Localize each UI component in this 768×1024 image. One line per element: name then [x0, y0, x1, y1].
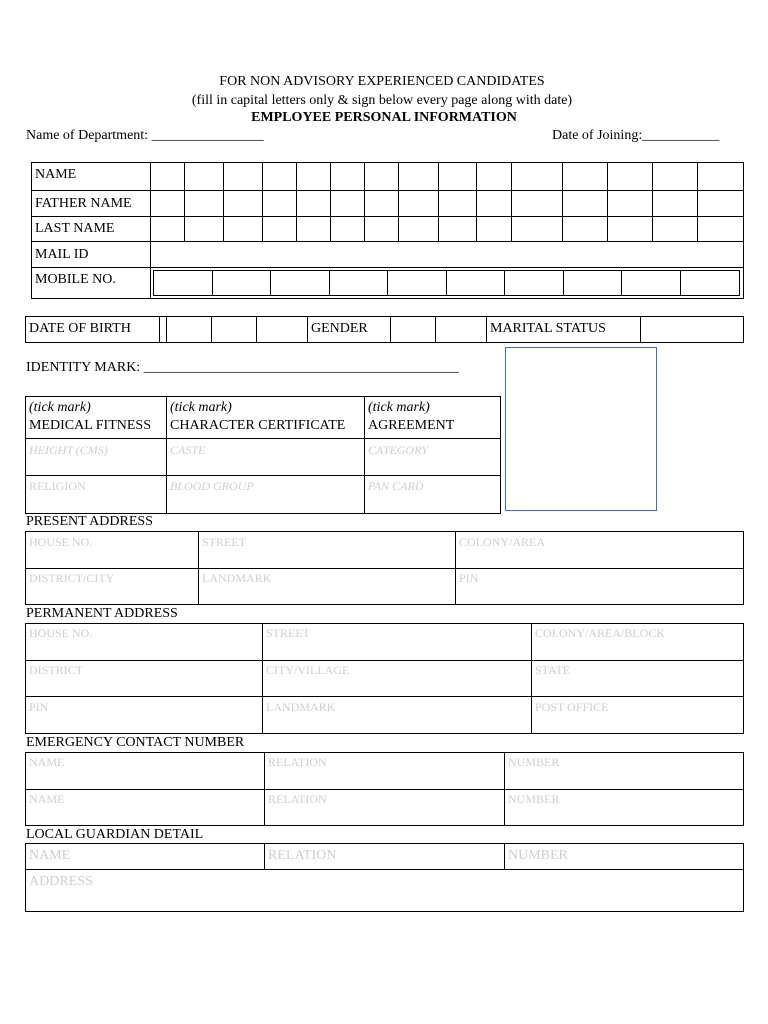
religion-field[interactable]: RELIGION	[29, 479, 86, 493]
present-address-heading: PRESENT ADDRESS	[26, 514, 153, 529]
guardian-name-field[interactable]: NAME	[29, 848, 71, 863]
guardian-number-field[interactable]: NUMBER	[508, 848, 568, 863]
emergency-relation-field-2[interactable]: RELATION	[268, 792, 327, 806]
emergency-name-field-2[interactable]: NAME	[29, 792, 65, 806]
present-house-field[interactable]: HOUSE NO.	[29, 535, 93, 549]
local-guardian-table	[25, 843, 744, 912]
emergency-number-field-1[interactable]: NUMBER	[508, 755, 560, 769]
blood-group-field[interactable]: BLOOD GROUP	[170, 479, 254, 493]
emergency-number-field-2[interactable]: NUMBER	[508, 792, 560, 806]
caste-field[interactable]: CASTE	[170, 443, 206, 457]
present-district-field[interactable]: DISTRICT/CITY	[29, 571, 115, 585]
category-field[interactable]: CATEGORY	[368, 443, 429, 457]
permanent-state-field[interactable]: STATE	[535, 663, 571, 677]
mail-id-label: MAIL ID	[35, 247, 89, 262]
identity-mark-field[interactable]: IDENTITY MARK: _____________________________________________	[26, 360, 459, 375]
mobile-label: MOBILE NO.	[35, 272, 116, 287]
photo-box[interactable]	[505, 347, 657, 511]
medical-fitness-label: MEDICAL FITNESS	[29, 418, 151, 433]
guardian-address-field[interactable]: ADDRESS	[29, 874, 93, 889]
joining-date-field[interactable]: Date of Joining:___________	[552, 128, 720, 143]
permanent-address-heading: PERMANENT ADDRESS	[26, 606, 178, 621]
dob-label: DATE OF BIRTH	[29, 321, 131, 336]
tick-mark-1: (tick mark)	[29, 400, 91, 415]
department-field[interactable]: Name of Department: ________________	[26, 128, 264, 143]
header-line1: FOR NON ADVISORY EXPERIENCED CANDIDATES	[219, 74, 545, 89]
present-colony-field[interactable]: COLONY/AREA	[459, 535, 545, 549]
emergency-name-field-1[interactable]: NAME	[29, 755, 65, 769]
present-pin-field[interactable]: PIN	[459, 571, 479, 585]
marital-status-label: MARITAL STATUS	[490, 321, 606, 336]
permanent-colony-field[interactable]: COLONY/AREA/BLOCK	[535, 626, 666, 640]
dob-row	[25, 316, 744, 343]
last-name-label: LAST NAME	[35, 221, 115, 236]
emergency-contact-heading: EMERGENCY CONTACT NUMBER	[26, 735, 245, 750]
name-label: NAME	[35, 167, 77, 182]
page-title: EMPLOYEE PERSONAL INFORMATION	[251, 110, 517, 125]
height-field[interactable]: HEIGHT (CMS)	[29, 443, 108, 457]
permanent-post-office-field[interactable]: POST OFFICE	[535, 700, 609, 714]
present-landmark-field[interactable]: LANDMARK	[202, 571, 272, 585]
permanent-pin-field[interactable]: PIN	[29, 700, 49, 714]
local-guardian-heading: LOCAL GUARDIAN DETAIL	[26, 827, 204, 842]
header-line2: (fill in capital letters only & sign below every page along with date)	[191, 93, 573, 108]
permanent-landmark-field[interactable]: LANDMARK	[266, 700, 336, 714]
tick-mark-2: (tick mark)	[170, 400, 232, 415]
permanent-district-field[interactable]: DISTRICT	[29, 663, 83, 677]
guardian-relation-field[interactable]: RELATION	[268, 848, 337, 863]
permanent-house-field[interactable]: HOUSE NO.	[29, 626, 93, 640]
agreement-label: AGREEMENT	[368, 418, 455, 433]
gender-label: GENDER	[311, 321, 368, 336]
emergency-relation-field-1[interactable]: RELATION	[268, 755, 327, 769]
character-certificate-label: CHARACTER CERTIFICATE	[170, 418, 346, 433]
present-street-field[interactable]: STREET	[202, 535, 246, 549]
pan-card-field[interactable]: PAN CARD	[368, 479, 424, 493]
permanent-street-field[interactable]: STREET	[266, 626, 310, 640]
permanent-city-field[interactable]: CITY/VILLAGE	[266, 663, 350, 677]
tick-mark-3: (tick mark)	[368, 400, 430, 415]
father-name-label: FATHER NAME	[35, 196, 132, 211]
